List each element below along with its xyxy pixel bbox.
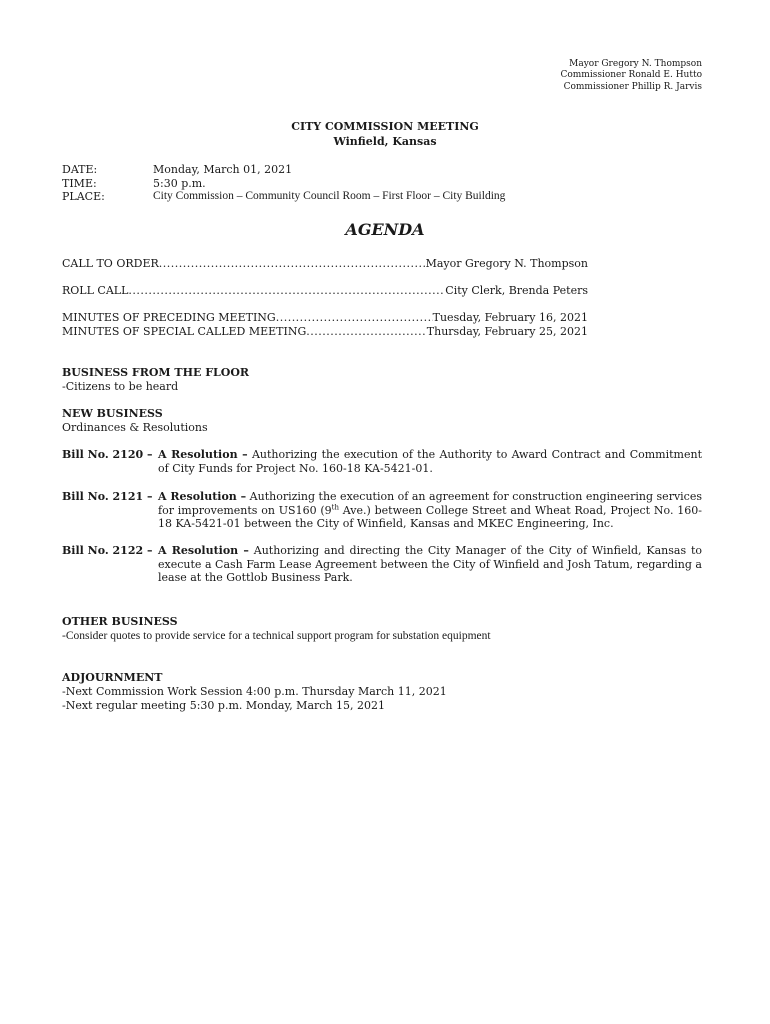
bill-number: Bill No. 2121 – (62, 490, 153, 503)
dot-leader (159, 257, 426, 271)
minutes-preceding-value: Tuesday, February 16, 2021 (432, 311, 588, 324)
ordinal-suffix: th (331, 502, 339, 511)
other-business-heading: OTHER BUSINESS (62, 615, 178, 628)
time-label: TIME: (62, 176, 97, 190)
official-mayor: Mayor Gregory N. Thompson (569, 59, 702, 69)
time-row (62, 177, 505, 191)
dot-leader (276, 311, 433, 325)
place-value: City Commission – Community Council Room – First Floor – City Building (153, 190, 506, 203)
minutes-special-item (62, 325, 588, 339)
roll-call-value: City Clerk, Brenda Peters (445, 284, 588, 297)
date-label: DATE: (62, 163, 98, 176)
minutes-special-label: MINUTES OF SPECIAL CALLED MEETING (62, 325, 307, 338)
bill-text-part-a: Authorizing the execution of an agreement for construction engineering services for improvements on US160 (9 (158, 490, 703, 517)
date-row (62, 163, 505, 177)
bill-description (158, 544, 702, 585)
bill-2122 (62, 544, 702, 585)
place-label: PLACE: (62, 190, 105, 204)
bill-text-part-b: Ave.) between College Street and Wheat Road, Project No. 160-18 KA-5421-01 between the City of Winfield, Kansas and MKEC Engineering, Inc. (158, 503, 702, 531)
resolution-label: A Resolution – (158, 544, 249, 557)
time-value: 5:30 p.m. (153, 176, 206, 190)
minutes-preceding-label: MINUTES OF PRECEDING MEETING (62, 311, 276, 324)
resolution-label: A Resolution – (158, 448, 248, 461)
official-commissioner-1: Commissioner Ronald E. Hutto (560, 70, 702, 81)
adjournment-line-2: -Next regular meeting 5:30 p.m. Monday, March 15, 2021 (62, 699, 385, 712)
official-commissioner-2: Commissioner Phillip R. Jarvis (563, 81, 702, 92)
dot-leader (306, 325, 427, 339)
resolution-label: A Resolution – (158, 490, 247, 503)
bill-number: Bill No. 2120 – (62, 448, 153, 461)
meeting-info (62, 163, 505, 204)
minutes-preceding-item (62, 311, 588, 325)
business-floor-heading: BUSINESS FROM THE FLOOR (62, 366, 250, 379)
minutes-special-value: Thursday, February 25, 2021 (426, 325, 588, 338)
business-floor-line: -Citizens to be heard (62, 380, 179, 393)
roll-call-label: ROLL CALL (62, 284, 129, 297)
new-business-heading: NEW BUSINESS (62, 407, 163, 420)
dot-leader (128, 284, 445, 298)
call-to-order-label: CALL TO ORDER (62, 257, 159, 270)
call-to-order-item (62, 257, 588, 271)
bill-description (158, 448, 702, 475)
date-value: Monday, March 01, 2021 (153, 163, 293, 176)
agenda-heading: AGENDA (345, 220, 425, 239)
bill-2121 (62, 490, 702, 531)
adjournment-line-1: -Next Commission Work Session 4:00 p.m. Thursday March 11, 2021 (62, 685, 447, 698)
bill-text: Authorizing the execution of the Authority to Award Contract and Commitment of City Funds for Project No. 160-18 KA-5421-01. (158, 448, 702, 475)
document-subtitle: Winfield, Kansas (333, 135, 437, 148)
bill-2120 (62, 448, 702, 475)
other-business-line: -Consider quotes to provide service for a technical support program for substation equipment (62, 630, 491, 642)
place-row (62, 190, 505, 204)
document-title: CITY COMMISSION MEETING (291, 120, 479, 133)
bill-text: Authorizing and directing the City Manager of the City of Winfield, Kansas to execute a Cash Farm Lease Agreement between the City of Winfield and Josh Tatum, regarding a lease at the Gottlob Business Park. (158, 544, 702, 585)
officials-list (560, 59, 702, 93)
new-business-subheading: Ordinances & Resolutions (62, 421, 208, 434)
adjournment-heading: ADJOURNMENT (62, 671, 163, 684)
bill-description (158, 490, 702, 531)
bill-number: Bill No. 2122 – (62, 544, 153, 557)
roll-call-item (62, 284, 588, 298)
call-to-order-value: Mayor Gregory N. Thompson (425, 257, 588, 270)
